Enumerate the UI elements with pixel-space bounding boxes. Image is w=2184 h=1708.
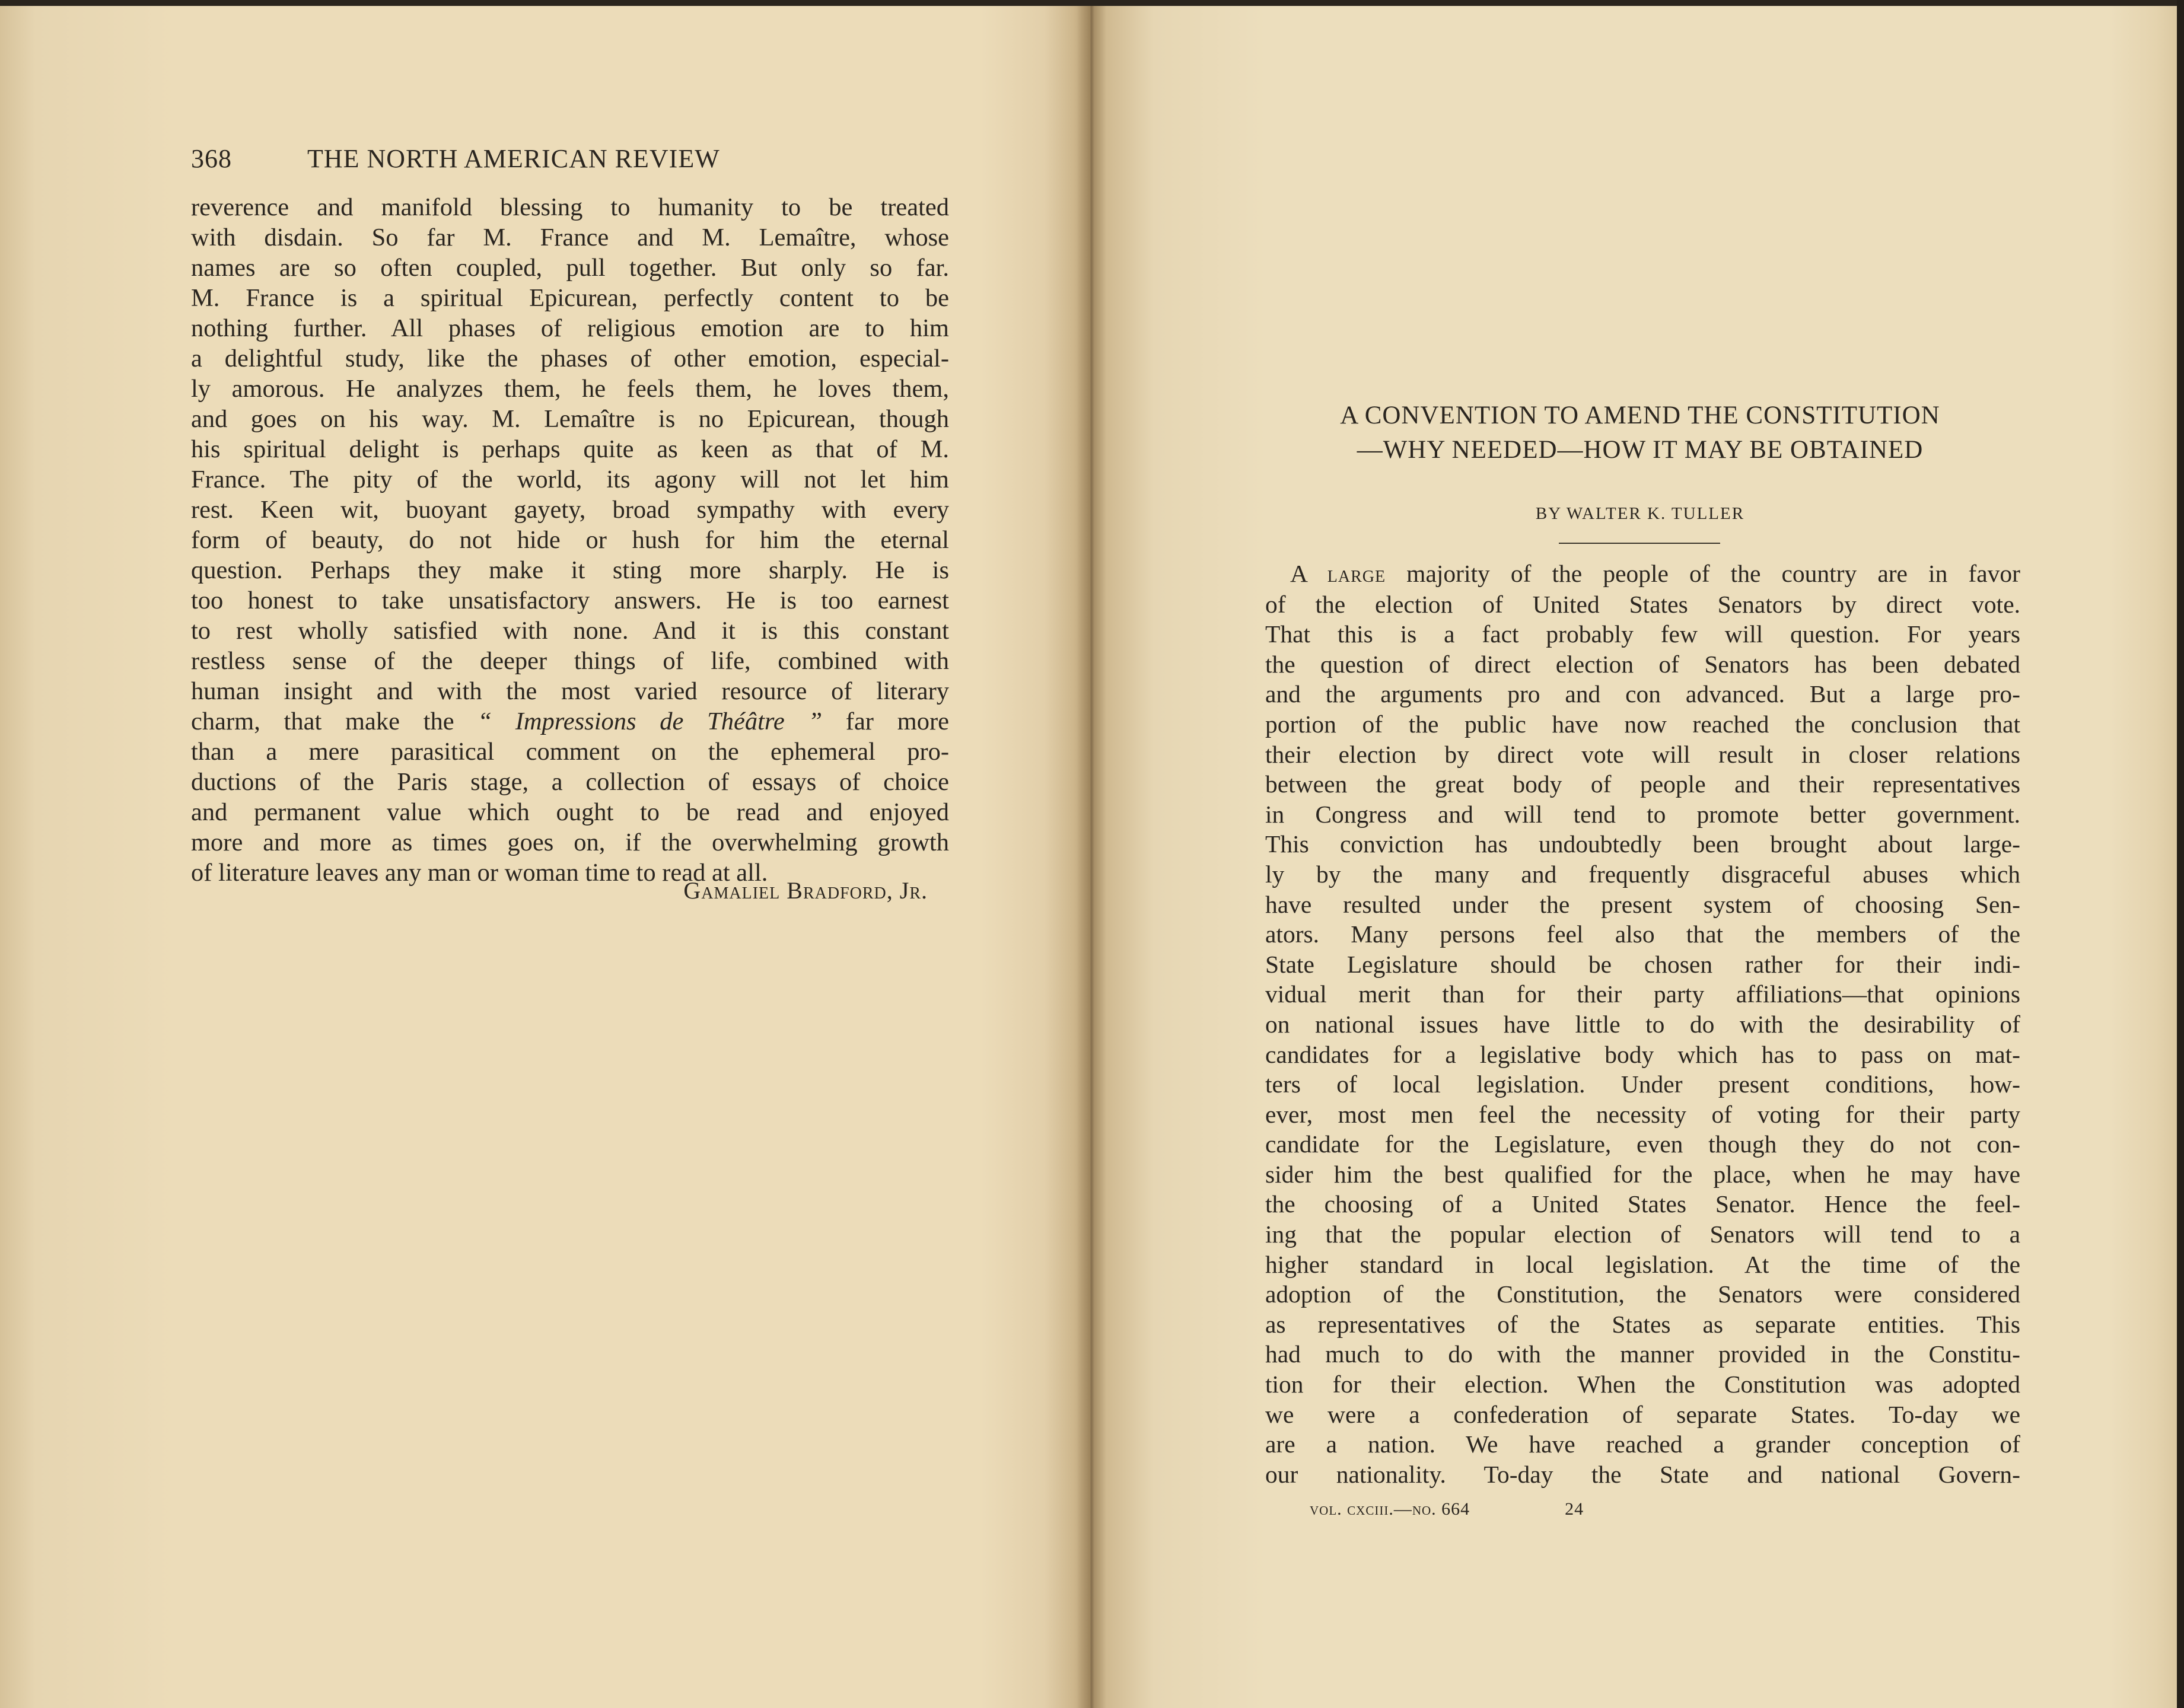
text-line: the choosing of a United States Senator. Hence the feel- [1265, 1190, 2020, 1218]
text-line: ators. Many persons feel also that the members of the [1265, 920, 2020, 948]
text-line: adoption of the Constitution, the Senators were considered [1265, 1280, 2020, 1308]
text-line: sider him the best qualified for the place, when he may have [1265, 1160, 2020, 1188]
text-line: France. The pity of the world, its agony will not let him [191, 466, 949, 493]
text-segment: majority of the people of the country are in favor [1386, 560, 2020, 587]
text-segment: far more [822, 708, 949, 735]
text-line: a delightful study, like the phases of other emotion, especial- [191, 345, 949, 372]
text-line: the question of direct election of Senators has been debated [1265, 650, 2020, 678]
book-gutter [1077, 6, 1106, 1708]
article-title-line-2: —WHY NEEDED—HOW IT MAY BE OBTAINED [1357, 436, 1924, 464]
text-line: to rest wholly satisfied with none. And it is this constant [191, 617, 949, 645]
running-head [191, 144, 832, 174]
byline: BY WALTER K. TULLER [1535, 504, 1745, 523]
signature-mark: 24 [1565, 1499, 1584, 1519]
smallcaps-opening-word: large [1327, 561, 1386, 587]
text-line: ever, most men feel the necessity of voting for their party [1265, 1100, 2020, 1128]
text-line: had much to do with the manner provided in the Constitu- [1265, 1340, 2020, 1368]
text-line: rest. Keen wit, buoyant gayety, broad sympathy with every [191, 496, 949, 524]
text-line: human insight and with the most varied resource of literary [191, 677, 949, 705]
text-line: M. France is a spiritual Epicurean, perfectly content to be [191, 284, 949, 312]
text-line: ing that the popular election of Senators will tend to a [1265, 1221, 2020, 1248]
text-line: than a mere parasitical comment on the ephemeral pro- [191, 738, 949, 766]
text-line: their election by direct vote will result in closer relations [1265, 740, 2020, 768]
text-line: have resulted under the present system of choosing Sen- [1265, 890, 2020, 918]
text-line: This conviction has undoubtedly been brought about large- [1265, 830, 2020, 858]
text-line: ly amorous. He analyzes them, he feels them, he loves them, [191, 375, 949, 403]
author-signature: Gamaliel Bradford, Jr. [683, 877, 928, 904]
text-line: and permanent value which ought to be read and enjoyed [191, 798, 949, 826]
text-line: That this is a fact probably few will question. For years [1265, 620, 2020, 648]
text-line: form of beauty, do not hide or hush for him the eternal [191, 526, 949, 554]
text-line: candidates for a legislative body which has to pass on mat- [1265, 1040, 2020, 1068]
article-title [1257, 399, 2023, 467]
text-segment: A [1290, 560, 1327, 587]
text-line: and goes on his way. M. Lemaître is no Epicurean, though [191, 405, 949, 433]
text-line: higher standard in local legislation. At the time of the [1265, 1250, 2020, 1278]
text-line: as representatives of the States as separate entities. This [1265, 1310, 2020, 1338]
left-body-text [191, 192, 949, 888]
text-line: names are so often coupled, pull together. But only so far. [191, 254, 949, 282]
page-edge-shadow [2177, 0, 2184, 1708]
text-line: candidate for the Legislature, even though they do not con- [1265, 1130, 2020, 1158]
text-line: between the great body of people and their representatives [1265, 770, 2020, 798]
page-footer [1310, 1499, 1584, 1519]
text-line: in Congress and will tend to promote better government. [1265, 800, 2020, 828]
text-line: too honest to take unsatisfactory answers. He is too earnest [191, 587, 949, 614]
text-line: and the arguments pro and con advanced. But a large pro- [1265, 680, 2020, 708]
first-text-line [1265, 559, 2020, 589]
volume-number: vol. cxciii.—no. 664 [1310, 1499, 1470, 1519]
text-line: his spiritual delight is perhaps quite as keen as that of M. [191, 435, 949, 463]
text-line: tion for their election. When the Constitution was adopted [1265, 1371, 2020, 1398]
text-line: State Legislature should be chosen rather for their indi- [1265, 950, 2020, 978]
text-segment: charm, that make the [191, 708, 478, 735]
text-line: ly by the many and frequently disgraceful abuses which [1265, 860, 2020, 888]
article-title-line-1: A CONVENTION TO AMEND THE CONSTITUTION [1340, 401, 1940, 429]
text-line: question. Perhaps they make it sting more sharply. He is [191, 556, 949, 584]
text-line: with disdain. So far M. France and M. Lemaître, whose [191, 224, 949, 251]
text-line: our nationality. To-day the State and national Govern- [1265, 1460, 2020, 1488]
text-line: of literature leaves any man or woman time to read at all. [191, 859, 768, 887]
text-line: we were a confederation of separate States. To-day we [1265, 1400, 2020, 1428]
text-line: ductions of the Paris stage, a collection of essays of choice [191, 768, 949, 796]
text-line: of the election of United States Senators by direct vote. [1265, 590, 2020, 618]
text-line: restless sense of the deeper things of life, combined with [191, 647, 949, 675]
text-line: nothing further. All phases of religious emotion are to him [191, 314, 949, 342]
text-line: are a nation. We have reached a grander conception of [1265, 1430, 2020, 1458]
text-line: on national issues have little to do with the desirability of [1265, 1010, 2020, 1038]
italic-book-title: “ Impressions de Théâtre ” [477, 708, 823, 735]
text-line: ters of local legislation. Under present conditions, how- [1265, 1070, 2020, 1098]
page-number: 368 [191, 144, 232, 173]
right-body-text [1265, 559, 2020, 1489]
journal-title: THE NORTH AMERICAN REVIEW [307, 144, 720, 173]
text-line: reverence and manifold blessing to humanity to be treated [191, 193, 949, 221]
text-line: vidual merit than for their party affiliations—that opinions [1265, 980, 2020, 1008]
text-line: more and more as times goes on, if the overwhelming growth [191, 828, 949, 856]
text-line: portion of the public have now reached the conclusion that [1265, 710, 2020, 738]
text-line-with-italic-title [191, 706, 949, 737]
byline-rule [1559, 543, 1720, 544]
